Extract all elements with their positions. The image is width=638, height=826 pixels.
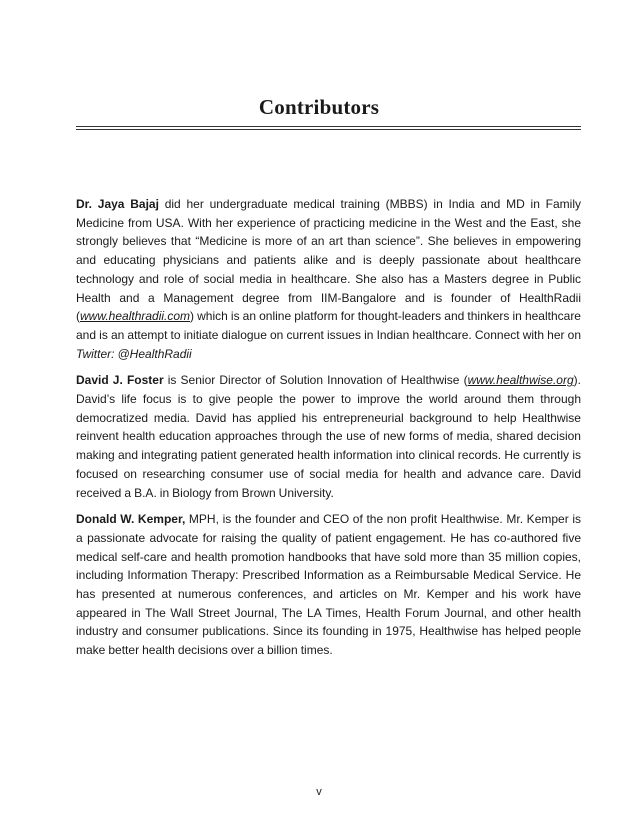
contributor-bio: ). David’s life focus is to give people the power to improve the world around them through democratized media. David has applied his entrepreneurial background to help Healthwise reinvent health education approaches through the use of new forms of media, shared decision making and integrating patient generated health information into clinical records. He currently is focused on researching consumer use of social media for health and advance care. David received a B.A. in Biology from Brown University.: [76, 373, 581, 500]
contributor-bio: ) which is an online platform for thought-leaders and thinkers in healthcare and is an attempt to initiate dialogue on current issues in Indian healthcare. Connect with her on: [76, 309, 581, 342]
contributor-entry-jaya-bajaj: [76, 195, 581, 363]
contributor-name: Dr. Jaya Bajaj: [76, 197, 159, 211]
contributor-bio: did her undergraduate medical training (MBBS) in India and MD in Family Medicine from USA. With her experience of practicing medicine in the West and the East, she strongly believes that “Medicine is more of an art than science”. She believes in empowering and educating physicians and patients alike and is deeply passionate about healthcare technology and role of social media in healthcare. She also has a Masters degree in Public Health and a Management degree from IIM-Bangalore and is founder of HealthRadii (: [76, 197, 581, 324]
contributor-entry-david-foster: [76, 371, 581, 502]
website-link[interactable]: www.healthradii.com: [80, 309, 191, 324]
contributor-bio: MPH, is the founder and CEO of the non profit Healthwise. Mr. Kemper is a passionate advocate for raising the quality of patient engagement. He has co-authored five medical self-care and health promotion handbooks that have sold more than 35 million copies, including Information Therapy: Prescribed Information as a Reimbursable Medical Service. He has presented at numerous conferences, and articles on Mr. Kemper and his work have appeared in The Wall Street Journal, The LA Times, Health Forum Journal, and other health industry and consumer publications. Since its founding in 1975, Healthwise has helped people make better health decisions over a billion times.: [76, 512, 582, 658]
website-link[interactable]: www.healthwise.org: [467, 373, 574, 388]
contributors-list: [76, 195, 581, 668]
page-title: Contributors: [258, 95, 380, 119]
contributor-entry-donald-kemper: [76, 510, 581, 660]
twitter-label: Twitter:: [76, 346, 115, 361]
twitter-handle: @HealthRadii: [117, 346, 192, 361]
title-rule-upper: [76, 126, 581, 127]
title-rule-lower: [76, 129, 581, 130]
page-number: v: [316, 786, 322, 798]
contributor-name: Donald W. Kemper,: [76, 512, 186, 527]
contributor-bio: is Senior Director of Solution Innovation of Healthwise (: [163, 373, 468, 388]
contributor-name: David J. Foster: [76, 373, 164, 388]
